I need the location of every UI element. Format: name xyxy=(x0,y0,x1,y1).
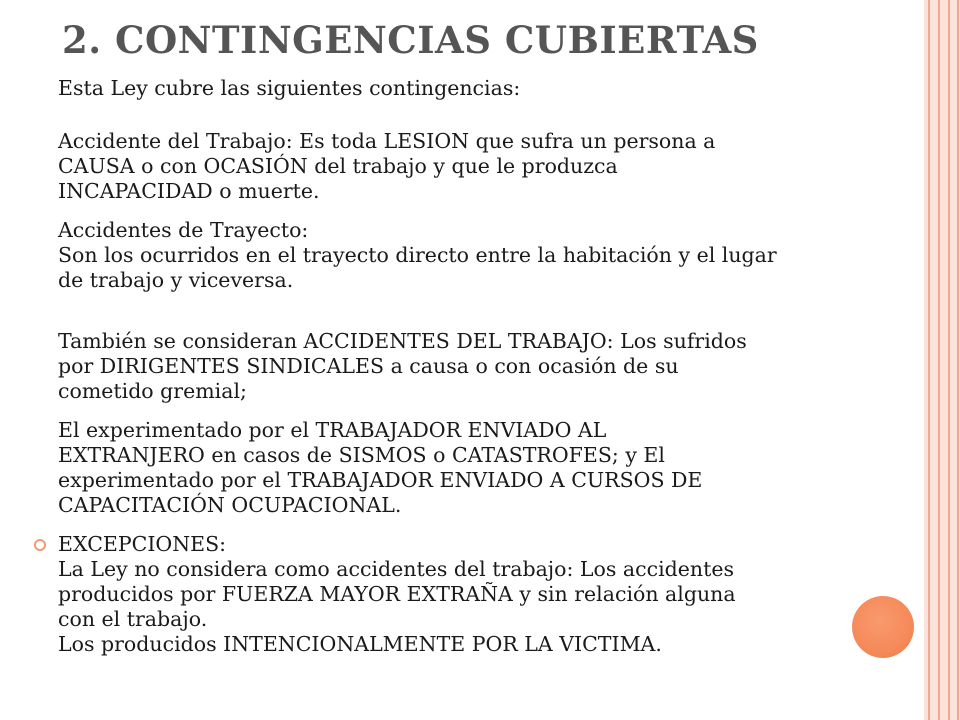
decorative-side-stripes xyxy=(924,0,960,720)
stripe-line xyxy=(957,0,959,720)
paragraph-trabajador-enviado: El experimentado por el TRABAJADOR ENVIADO AL EXTRANJERO en casos de SISMOS o CATASTROFES; y El experimentado por el TRABAJADOR ENVIADO A CURSOS DE CAPACITACIÓN OCUPACIONAL. xyxy=(58,418,703,517)
exceptions-item xyxy=(58,532,920,657)
stripe-line xyxy=(928,0,930,720)
paragraph-dirigentes-sindicales: También se consideran ACCIDENTES DEL TRABAJO: Los sufridos por DIRIGENTES SINDICALES a causa o con ocasión de su cometido gremial; xyxy=(58,329,747,403)
paragraph-accidente-trabajo: Accidente del Trabajo: Es toda LESION que sufra un persona a CAUSA o con OCASIÓN del trabajo y que le produzca INCAPACIDAD o muerte. xyxy=(58,129,716,203)
paragraph-accidentes-trayecto: Accidentes de Trayecto: Son los ocurridos en el trayecto directo entre la habitación y el lugar de trabajo y viceversa. xyxy=(58,218,777,292)
paragraph-excepciones: EXCEPCIONES: La Ley no considera como accidentes del trabajo: Los accidentes producidos por FUERZA MAYOR EXTRAÑA y sin relación alguna con el trabajo. Los producidos INTENCIONALMENTE POR LA VICTIMA. xyxy=(58,532,736,656)
stripe-line xyxy=(948,0,950,720)
bullet-circle-icon xyxy=(34,539,46,551)
intro-text: Esta Ley cubre las siguientes contingencias: xyxy=(58,76,521,100)
slide-title: 2. CONTINGENCIAS CUBIERTAS xyxy=(62,18,759,62)
slide-body xyxy=(58,76,920,657)
stripe-line xyxy=(938,0,940,720)
